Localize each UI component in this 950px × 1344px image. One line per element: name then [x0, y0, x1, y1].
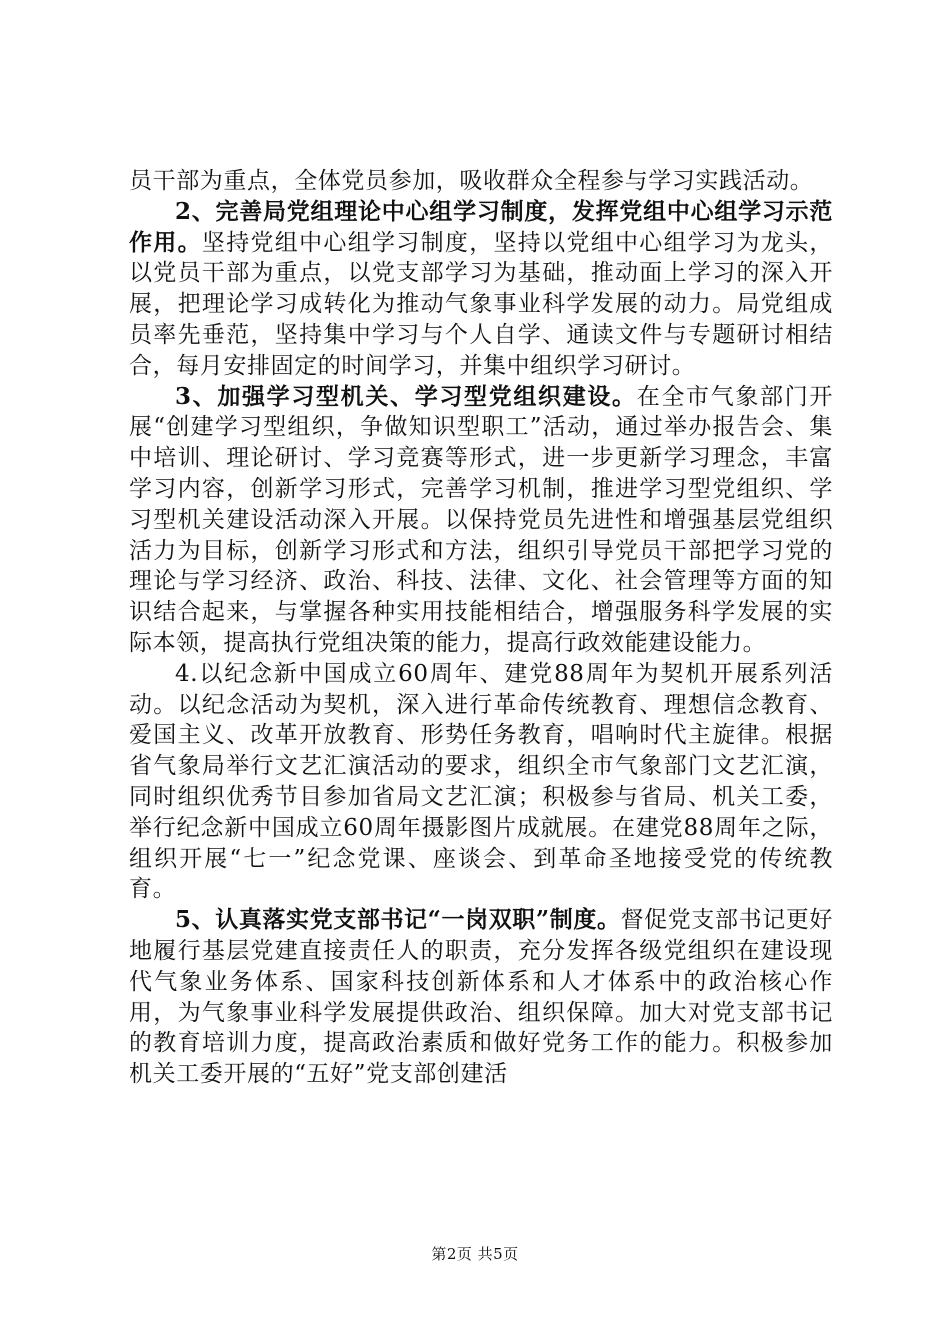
paragraph-3-heading: 3、加强学习型机关、学习型党组织建设。: [175, 382, 637, 410]
document-body: [129, 166, 833, 1090]
paragraph-1-text: 员干部为重点，全体党员参加，吸收群众全程参与学习实践活动。: [129, 168, 814, 194]
paragraph-2-heading: 2、完善局党组理论中心组学习制度，发挥党组中心组学习示范作用。: [129, 197, 833, 256]
paragraph-1: [129, 166, 833, 197]
paragraph-5-heading: 5、认真落实党支部书记“一岗双职”制度。: [175, 906, 621, 934]
page-number-footer: 第2页 共5页: [431, 1245, 519, 1263]
paragraph-3-text: 在全市气象部门开展“创建学习型组织，争做知识型职工”活动，通过举办报告会、集中培训、理论研讨、学习竞赛等形式，进一步更新学习理念，丰富学习内容，创新学习形式，完善学习机制，推进学习型党组织、学习型机关建设活动深入开展。以保持党员先进性和增强基层党组织活力为目标，创新学习形式和方法，组织引导党员干部把学习党的理论与学习经济、政治、科技、法律、文化、社会管理等方面的知识结合起来，与掌握各种实用技能相结合，增强服务科学发展的实际本领，提高执行党组决策的能力，提高行政效能建设能力。: [129, 383, 833, 656]
paragraph-5-text: 督促党支部书记更好地履行基层党建直接责任人的职责，充分发挥各级党组织在建设现代气象业务体系、国家科技创新体系和人才体系中的政治核心作用，为气象事业科学发展提供政治、组织保障。加大对党支部书记的教育培训力度，提高政治素质和做好党务工作的能力。积极参加机关工委开展的“五好”党支部创建活: [129, 907, 833, 1088]
paragraph-4: [129, 659, 833, 905]
paragraph-2: [129, 197, 833, 382]
paragraph-2-text: 坚持党组中心组学习制度，坚持以党组中心组学习为龙头，以党员干部为重点，以党支部学习为基础，推动面上学习的深入开展，把理论学习成转化为推动气象事业科学发展的动力。局党组成员率先垂范，坚持集中学习与个人自学、通读文件与专题研讨相结合，每月安排固定的时间学习，并集中组织学习研讨。: [129, 229, 833, 379]
paragraph-5: [129, 905, 833, 1090]
paragraph-4-text: 4.以纪念新中国成立60周年、建党88周年为契机开展系列活动。以纪念活动为契机，深入进行革命传统教育、理想信念教育、爱国主义、改革开放教育、形势任务教育，唱响时代主旋律。根据省气象局举行文艺汇演活动的要求，组织全市气象部门文艺汇演，同时组织优秀节目参加省局文艺汇演；积极参与省局、机关工委，举行纪念新中国成立60周年摄影图片成就展。在建党88周年之际，组织开展“七一”纪念党课、座谈会、到革命圣地接受党的传统教育。: [129, 660, 833, 903]
paragraph-3: [129, 382, 833, 659]
